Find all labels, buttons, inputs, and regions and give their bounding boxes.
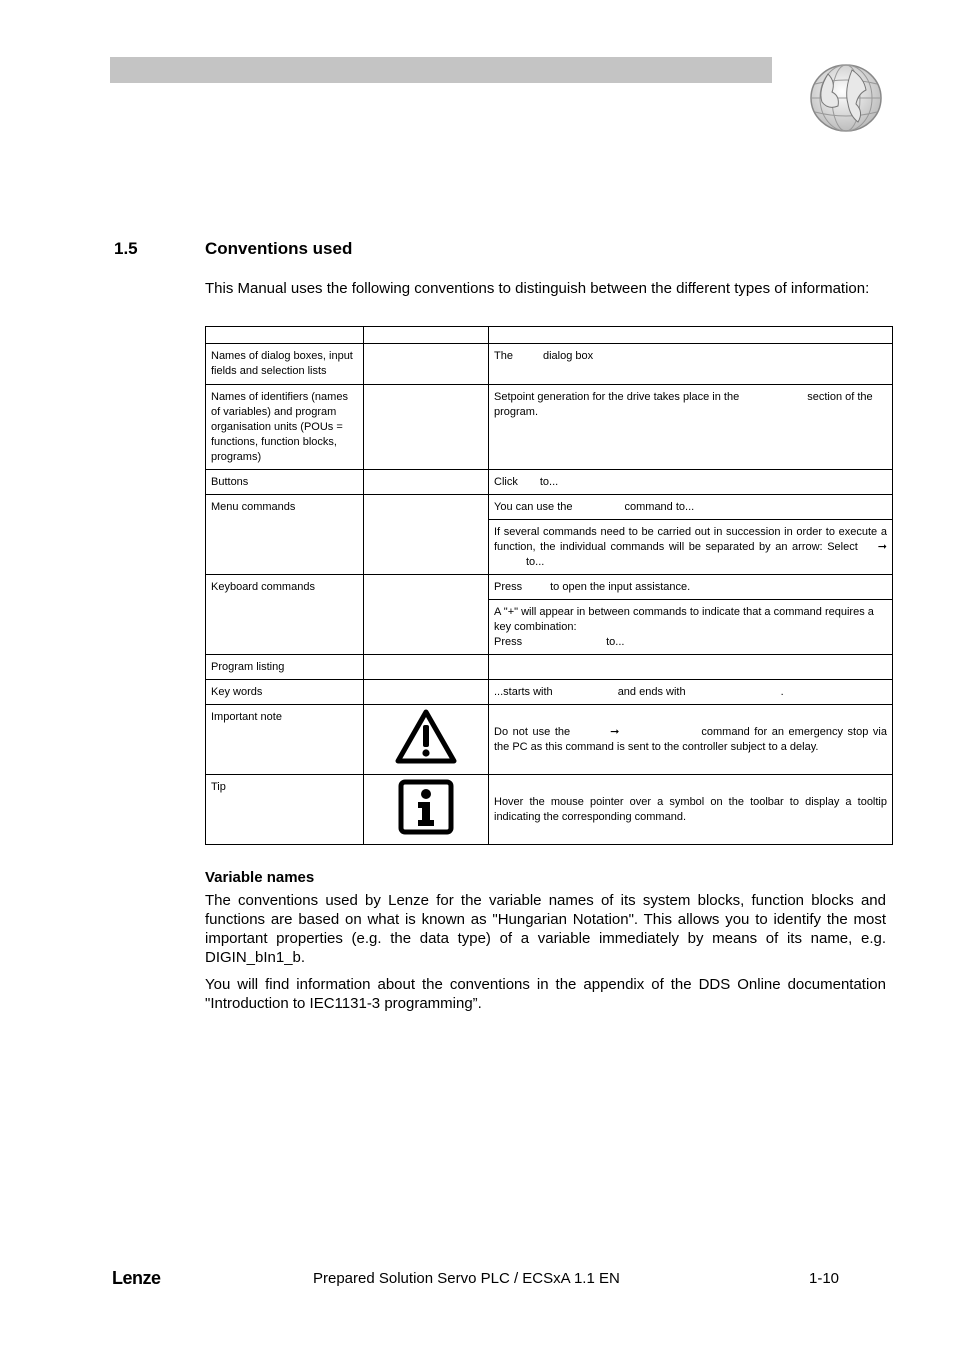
conventions-table [205, 326, 893, 845]
table-row [206, 705, 893, 775]
table-row [206, 470, 893, 495]
format-cell [364, 344, 489, 385]
type-cell: Key words [206, 680, 364, 705]
format-cell [364, 775, 489, 845]
table-row [206, 655, 893, 680]
table-header-row [206, 327, 893, 344]
format-cell [364, 385, 489, 470]
header-bar [110, 57, 772, 83]
table-row [206, 495, 893, 520]
type-cell: Program listing [206, 655, 364, 680]
intro-paragraph: This Manual uses the following conventions to distinguish between the different types of information: [205, 280, 870, 297]
format-cell [364, 705, 489, 775]
header-cell [206, 327, 364, 344]
header-cell [364, 327, 489, 344]
type-cell: Important note [206, 705, 364, 775]
table-row [206, 680, 893, 705]
table-row [206, 385, 893, 470]
example-cell [489, 655, 893, 680]
warning-triangle-icon [395, 709, 457, 765]
example-cell: If several commands need to be carried out in succession in order to execute a function, the individual commands will be separated by an arrow: Select ➞to... [489, 520, 893, 575]
variable-names-paragraph-2: You will find information about the conventions in the appendix of the DDS Online documentation "Introduction to IEC1131-3 programming”. [205, 976, 886, 1012]
example-cell: You can use the command to... [489, 495, 893, 520]
footer-document-title: Prepared Solution Servo PLC / ECSxA 1.1 EN [313, 1270, 620, 1287]
type-cell: Keyboard commands [206, 575, 364, 655]
format-cell [364, 680, 489, 705]
example-cell: Setpoint generation for the drive takes place in the section of the program. [489, 385, 893, 470]
type-cell: Buttons [206, 470, 364, 495]
variable-names-heading: Variable names [205, 869, 315, 886]
table-row [206, 344, 893, 385]
section-title: Conventions used [205, 239, 353, 258]
example-cell: A "+" will appear in between commands to indicate that a command requires a key combination: Press to... [489, 600, 893, 655]
example-cell: ...starts with and ends with . [489, 680, 893, 705]
section-number: 1.5 [114, 239, 138, 258]
table-row [206, 775, 893, 845]
lenze-logo: Lenze [112, 1268, 161, 1288]
header-cell [489, 327, 893, 344]
example-cell: Do not use the ➞ command for an emergency stop via the PC as this command is sent to the controller subject to a delay. [489, 705, 893, 775]
example-cell: Click to... [489, 470, 893, 495]
type-cell: Names of identifiers (names of variables) and program organisation units (POUs = functions, function blocks, programs) [206, 385, 364, 470]
variable-names-paragraph-1: The conventions used by Lenze for the variable names of its system blocks, function blocks and functions are based on what is known as "Hungarian Notation". This allows you to identify the most important properties (e.g. the data type) of a variable immediately by means of its name, e.g. DIGIN_bIn1_b. [205, 892, 886, 966]
type-cell: Names of dialog boxes, input fields and selection lists [206, 344, 364, 385]
format-cell [364, 655, 489, 680]
table-row [206, 575, 893, 600]
footer-page-number: 1-10 [809, 1270, 840, 1287]
example-cell: The dialog box [489, 344, 893, 385]
info-icon [398, 779, 454, 835]
format-cell [364, 470, 489, 495]
globe-icon [806, 60, 884, 134]
example-cell: Press to open the input assistance. [489, 575, 893, 600]
type-cell: Tip [206, 775, 364, 845]
type-cell: Menu commands [206, 495, 364, 575]
format-cell [364, 575, 489, 655]
example-cell: Hover the mouse pointer over a symbol on the toolbar to display a tooltip indicating the corresponding command. [489, 775, 893, 845]
format-cell [364, 495, 489, 575]
